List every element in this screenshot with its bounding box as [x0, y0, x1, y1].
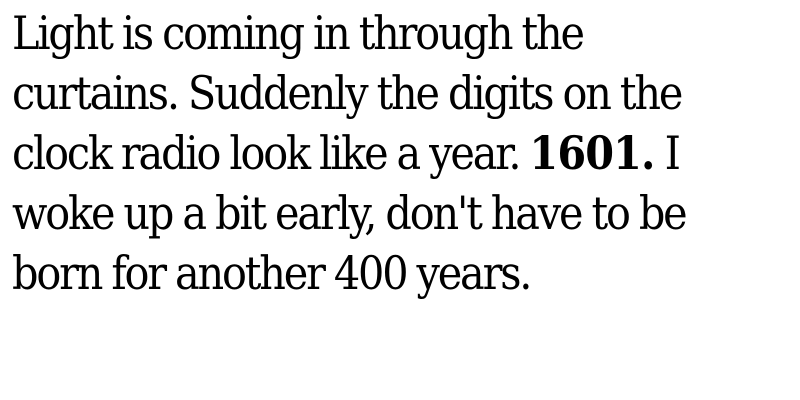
passage-line-3-end: I — [654, 126, 679, 180]
highlighted-year: 1601. — [529, 126, 655, 180]
passage-line-3 — [12, 123, 719, 183]
passage-line-2: curtains. Suddenly the digits on the — [12, 66, 682, 120]
passage-line-1: Light is coming in through the — [12, 6, 583, 60]
passage-line-5: born for another 400 years. — [12, 246, 531, 300]
passage-line-4: woke up a bit early, don't have to be — [12, 186, 686, 240]
story-passage — [12, 3, 719, 303]
passage-line-3-start: clock radio look like a year. — [12, 126, 530, 180]
